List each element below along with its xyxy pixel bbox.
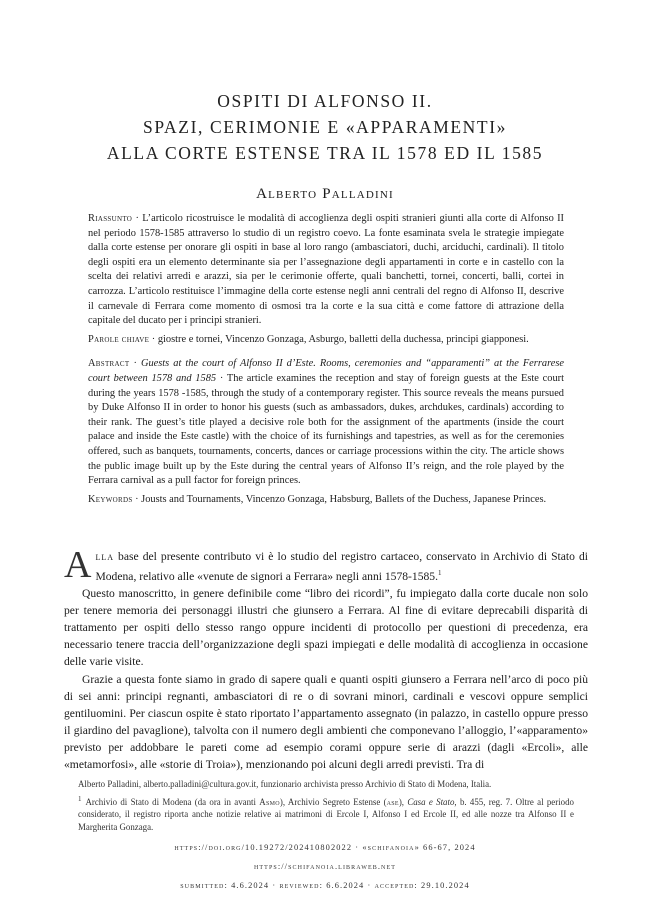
parole-chiave-paragraph: [88, 333, 564, 348]
keywords-text: Jousts and Tournaments, Vincenzo Gonzaga, Habsburg, Ballets of the Duchess, Japanese Princes.: [141, 493, 547, 505]
drop-cap: A: [64, 544, 92, 586]
main-body-text: [64, 544, 588, 773]
article-title-line-3: ALLA CORTE ESTENSE TRA IL 1578 ED IL 1585: [106, 143, 544, 163]
abstract-label: Abstract: [88, 358, 130, 370]
article-title-line-2: SPAZI, CERIMONIE E «APPARAMENTI»: [143, 117, 507, 137]
footnote-1-text-d: , b. 455, reg. 7. Oltre al periodo considerato, il registro riporta anche notizie relative ai matrimoni di Ercole I, Alfonso I ed Ercole II, ed alle nozze tra Alfonso II e Margherita Gonzaga.: [78, 797, 574, 832]
keywords-separator: ·: [132, 493, 142, 505]
riassunto-text: L’articolo ricostruisce le modalità di accoglienza degli ospiti stranieri giunti alla corte di Alfonso II nel periodo 1578-1585 attraverso lo studio di un registro coevo. La fonte esaminata svela le strategie impiegate dalla corte estense per onorare gli ospiti in base al loro rango (ambasciatori, duchi, arciduchi, cardinali). Il titolo degli ospiti era un elemento determinante sia per l’assegnazione degli appartamenti in corte e in castello con la scelta dei relativi arredi e arazzi, sia per le cerimonie offerte, quali banchetti, tornei, concerti, balli, cortei in carrozza. L’articolo restituisce l’immagine della corte estense negli anni centrali del regno di Alfonso II, descrive il carnevale di Ferrara come momento di osmosi tra la corte e la sua città e come fattore di attrazione della capitale del ducato per i principi stranieri.: [88, 213, 565, 327]
footnote-reference-1[interactable]: 1: [438, 569, 442, 578]
footnote-1-italic-title: Casa e Stato: [407, 797, 455, 808]
abstracts-section: [88, 212, 564, 511]
first-word-smallcaps: lla: [95, 550, 115, 563]
body-paragraph-2: Questo manoscritto, in genere definibile come “libro dei ricordi”, fu impiegato dalla corte ducale non solo per tenere memoria dei personaggi illustri che giunsero a Ferrara. Al fine di evitare deprecabili disparità di trattamento per ospiti dello stesso rango oppure incidenti di protocollo per questioni di precedenza, era necessario tenere traccia dell’organizzazione degli spazi impiegati e delle modalità di accoglienza in occasione delle varie visite.: [64, 587, 588, 669]
body-paragraph-1-text: base del presente contributo vi è lo studio del registro cartaceo, conservato in Archivio di Stato di Modena, relativo alle «venute de signori a Ferrara» negli anni 1578-1585.: [95, 550, 588, 583]
abstract-separator: ·: [129, 358, 141, 370]
abstract-paragraph: [88, 357, 564, 488]
parole-chiave-text: giostre e tornei, Vincenzo Gonzaga, Asburgo, balletti della duchessa, principi giapponesi.: [157, 333, 529, 345]
riassunto-separator: ·: [132, 213, 143, 224]
keywords-paragraph: [88, 493, 564, 508]
footnote-1: [78, 793, 574, 833]
author-name: Alberto Palladini: [256, 186, 394, 202]
footnote-1-text-c: ),: [398, 797, 408, 808]
doi-line[interactable]: https://doi.org/10.19272/202410802022 · «schifanoia» 66-67, 2024: [174, 843, 476, 852]
keywords-label: Keywords: [88, 493, 133, 505]
abstract-english-title: Guests at the court of Alfonso II d’Este. Rooms, ceremonies and “apparamenti” at the Ferrarese court between 1578 and 1585: [88, 358, 564, 384]
website-link[interactable]: https://schifanoia.libraweb.net: [253, 862, 396, 871]
footnotes-section: [78, 778, 574, 836]
footnote-1-text-b: ), Archivio Segreto Estense (: [279, 797, 387, 808]
footnote-1-number: 1: [78, 795, 82, 804]
body-paragraph-1: [64, 544, 588, 586]
article-title-line-1: OSPITI DI ALFONSO II.: [217, 91, 433, 111]
parole-chiave-label: Parole chiave: [88, 333, 150, 345]
riassunto-label: Riassunto: [88, 213, 133, 224]
author-affiliation-note: Alberto Palladini, alberto.palladini@cultura.gov.it, funzionario archivista presso Archivio di Stato di Modena, Italia.: [78, 779, 492, 789]
footnote-1-abbr-ase: ase: [386, 797, 399, 808]
submission-dates: submitted: 4.6.2024 · reviewed: 6.6.2024 · accepted: 29.10.2024: [180, 881, 470, 890]
body-paragraph-3: Grazie a questa fonte siamo in grado di sapere quali e quanti ospiti giunsero a Ferrara nell’arco di poco più di sei anni: principi regnanti, ambasciatori di re o di sovrani minori, cardinali e vescovi oppure semplici gentiluomini. Per ciascun ospite è stato riportato l’appartamento assegnato (in palazzo, in castello oppure presso il giardino del pavaglione), talvolta con il numero degli ambienti che componevano l’alloggio, l’«apparamento» previsto per addobbare le pareti come ad esempio corami oppure serie di arazzi (dagli «Ercoli», alle «metamorfosi», alle «storie di Troia»), menzionando poi alcuni degli arredi previsti. Tra di: [64, 672, 588, 771]
abstract-text: · The article examines the reception and stay of foreign guests at the Este court during the years 1578 -1585, through the study of a contemporary register. This source reveals the means pursued by Duke Alfonso II in order to honor his guests (such as ambassadors, dukes, archdukes, cardinals) according to their rank. The guest’s title played a decisive role both for the assignment of the apartments (inside the court palace and inside the Este castle) with the choice of its furnishings and tapestries, as well as for the ceremonies offered, such as banquets, tournaments, concerts, dances or carriage processions within the city. The article shows the public image built up by the Este during the central years of Alfonso II’s reign, and the role played by the Ferrara carnival as a pull factor for foreign princes.: [88, 372, 564, 487]
riassunto-paragraph: [88, 212, 564, 329]
title-block: [0, 88, 650, 203]
footnote-1-text-a: Archivio di Stato di Modena (da ora in avanti: [85, 797, 260, 808]
parole-chiave-separator: ·: [149, 333, 158, 345]
footnote-1-abbr-asmo: Asmo: [259, 797, 280, 808]
